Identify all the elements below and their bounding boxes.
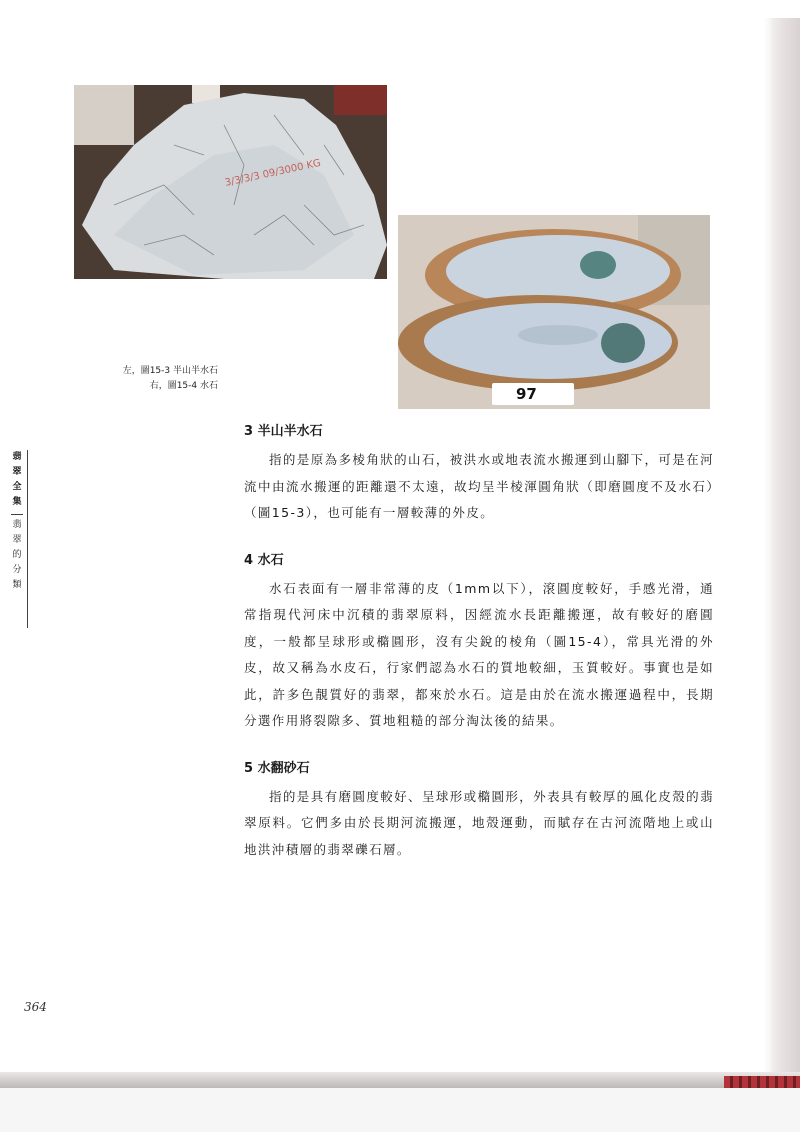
- photo-number-badge: 97: [516, 385, 537, 403]
- stone-marking-label: 3/3/3/3 09/3000 KG: [223, 157, 322, 189]
- section-body: 指的是原為多棱角狀的山石，被洪水或地表流水搬運到山腳下，可是在河流中由流水搬運的距離還不太遠，故均呈半棱渾圓角狀（即磨圓度不及水石）（圖15-3），也可能有一層較薄的外皮。: [244, 452, 714, 520]
- book-title-char: 全: [12, 482, 22, 492]
- photo-water-stone: [398, 215, 710, 409]
- chapter-title-char: 的: [12, 550, 22, 560]
- book-title-char: 翡: [12, 452, 22, 462]
- scan-bottom-band: [0, 1088, 800, 1132]
- chapter-title-char: 翠: [12, 535, 22, 545]
- section-heading: 5 水翻砂石: [244, 760, 310, 776]
- page-bottom-shadow: [0, 1072, 800, 1088]
- book-spine-mark: [724, 1076, 800, 1088]
- chapter-title-char: 類: [12, 580, 22, 590]
- book-title-char: 集: [12, 497, 22, 507]
- section-heading: 4 水石: [244, 552, 284, 568]
- photo-semi-mountain-semi-water-stone: [74, 85, 387, 279]
- section-body: 水石表面有一層非常薄的皮（1mm以下），滾圓度較好，手感光滑，通常指現代河床中沉積的翡翠原料，因經流水長距離搬運，故有較好的磨圓度，一般都呈球形或橢圓形，沒有尖銳的棱角（圖15-4），常具光滑的外皮，故又稱為水皮石，行家們認為水石的質地較細，玉質較好。事實也是如此，許多色靚質好的翡翠，都來於水石。這是由於在流水搬運過程中，長期分選作用將裂隙多、質地粗糙的部分淘汰後的結果。: [244, 580, 714, 728]
- running-title: [11, 450, 28, 628]
- book-title-char: 翠: [12, 467, 22, 477]
- caption-left: 左，圖15-3 半山半水石: [122, 366, 218, 376]
- section-heading: 3 半山半水石: [244, 424, 323, 439]
- figure-captions: [123, 364, 218, 394]
- chapter-title-char: 分: [12, 565, 22, 575]
- caption-right: 右，圖15-4 水石: [149, 381, 218, 391]
- section-body: 指的是具有磨圓度較好、呈球形或橢圓形，外表具有較厚的風化皮殼的翡翠原料。它們多由於長期河流搬運，地殼運動，而賦存在古河流階地上或山地洪沖積層的翡翠礫石層。: [244, 788, 714, 857]
- page-number: 364: [24, 1000, 47, 1014]
- chapter-title-char: 翡: [11, 514, 23, 533]
- main-text: [244, 420, 714, 885]
- page-gutter: [764, 18, 772, 1080]
- book-edge: [772, 18, 800, 1080]
